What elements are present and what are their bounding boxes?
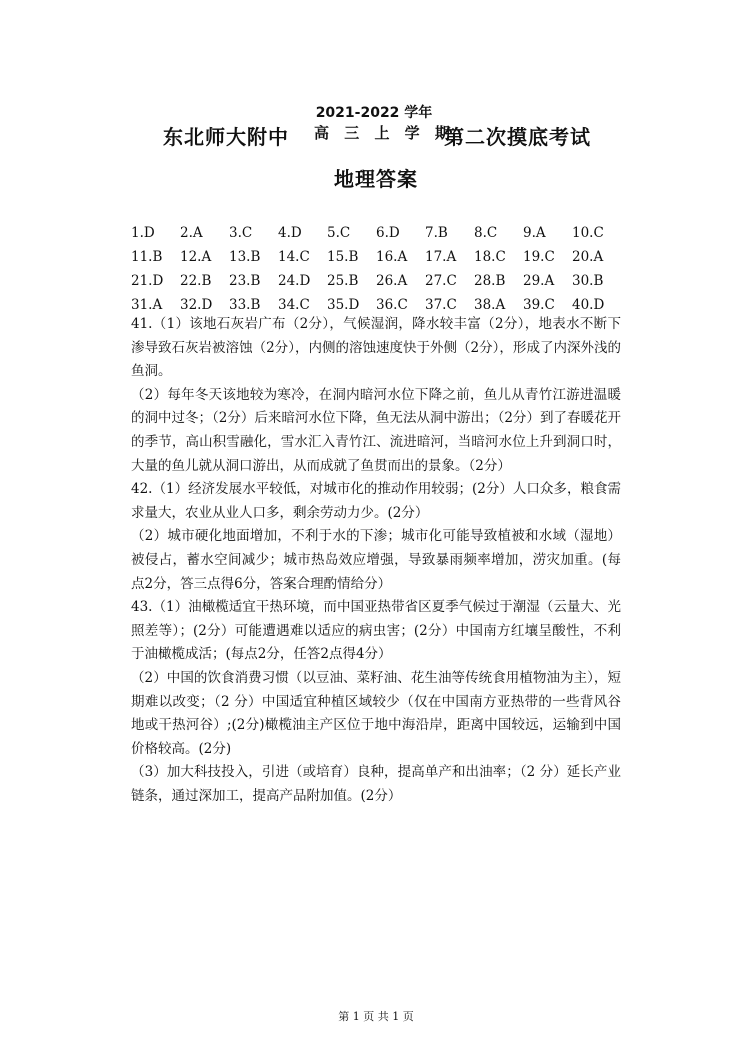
answer-item: 1.D	[131, 225, 155, 241]
semester: 高 三 上 学 期	[314, 124, 455, 142]
answer-item: 27.C	[425, 273, 457, 289]
answer-paragraph: （2）中国的饮食消费习惯（以豆油、菜籽油、花生油等传统食用植物油为主），短期难以改变；（2 分）中国适宜种植区域较少（仅在中国南方亚热带的一些背风谷地或干热河谷）;(2分)橄榄油主产区位于地中海沿岸，距离中国较远，运输到中国价格较高。(2分)	[131, 669, 621, 757]
answer-item: 31.A	[131, 297, 163, 313]
answer-item: 8.C	[474, 225, 498, 241]
answer-paragraph: （3）加大科技投入，引进（或培育）良种，提高单产和出油率；（2 分）延长产业链条，通过深加工，提高产品附加值。(2分）	[131, 764, 621, 804]
answer-row	[131, 245, 631, 269]
answer-item: 10.C	[572, 225, 604, 241]
answer-item: 22.B	[180, 273, 212, 289]
exam-name: 第二次摸底考试	[444, 125, 591, 149]
answer-item: 36.C	[376, 297, 408, 313]
school-name: 东北师大附中	[163, 125, 289, 149]
answer-item: 18.C	[474, 249, 506, 265]
answer-paragraph: （2）每年冬天该地较为寒冷，在洞内暗河水位下降之前，鱼儿从青竹江游进温暖的洞中过冬；（2分）后来暗河水位下降，鱼无法从洞中游出；（2分）到了春暖花开的季节，高山积雪融化，雪水汇入青竹江、流进暗河，当暗河水位上升到洞口时，大量的鱼儿就从洞口游出，从而成就了鱼贯而出的景象。（2分）	[131, 386, 621, 474]
answer-item: 33.B	[229, 297, 261, 313]
answer-item: 38.A	[474, 297, 506, 313]
answer-item: 9.A	[523, 225, 546, 241]
answer-item: 17.A	[425, 249, 457, 265]
answer-item: 24.D	[278, 273, 311, 289]
answer-item: 5.C	[327, 225, 351, 241]
answer-item: 25.B	[327, 273, 359, 289]
answer-row	[131, 269, 631, 293]
answer-item: 19.C	[523, 249, 555, 265]
answer-item: 37.C	[425, 297, 457, 313]
answer-paragraph: （2）城市硬化地面增加，不利于水的下渗；城市化可能导致植被和水域（湿地）被侵占，蓄水空间减少；城市热岛效应增强，导致暴雨频率增加，涝灾加重。(每点2分，答三点得6分，答案合理酌情给分）	[131, 528, 621, 592]
answer-paragraph: 42.（1）经济发展水平较低，对城市化的推动作用较弱；(2分）人口众多，粮食需求量大，农业从业人口多，剩余劳动力少。(2分）	[131, 481, 621, 521]
answer-item: 28.B	[474, 273, 506, 289]
answer-item: 3.C	[229, 225, 253, 241]
academic-year: 2021-2022 学年	[315, 105, 433, 121]
answer-item: 16.A	[376, 249, 408, 265]
term-block	[314, 104, 455, 144]
answer-grid	[131, 221, 631, 317]
answer-item: 13.B	[229, 249, 261, 265]
answer-item: 14.C	[278, 249, 310, 265]
answer-paragraph: 41.（1）该地石灰岩广布（2分），气候湿润，降水较丰富（2分），地表水不断下渗导致石灰岩被溶蚀（2分），内侧的溶蚀速度快于外侧（2分），形成了内深外浅的鱼洞。	[131, 316, 621, 380]
answer-item: 7.B	[425, 225, 448, 241]
answer-item: 26.A	[376, 273, 408, 289]
answer-item: 2.A	[180, 225, 203, 241]
answer-item: 6.D	[376, 225, 400, 241]
answer-item: 35.D	[327, 297, 360, 313]
answer-item: 30.B	[572, 273, 604, 289]
answer-item: 21.D	[131, 273, 164, 289]
answer-item: 40.D	[572, 297, 605, 313]
answer-item: 12.A	[180, 249, 212, 265]
page-number: 第 1 页 共 1 页	[338, 1010, 414, 1023]
answer-item: 4.D	[278, 225, 302, 241]
answer-item: 11.B	[131, 249, 163, 265]
answer-item: 32.D	[180, 297, 213, 313]
answer-row	[131, 221, 631, 245]
answer-item: 15.B	[327, 249, 359, 265]
answer-item: 39.C	[523, 297, 555, 313]
document-subtitle: 地理答案	[334, 167, 418, 191]
answer-item: 23.B	[229, 273, 261, 289]
answer-item: 29.A	[523, 273, 555, 289]
answer-item: 34.C	[278, 297, 310, 313]
answer-item: 20.A	[572, 249, 604, 265]
document-header	[0, 104, 752, 154]
answer-explanations	[131, 313, 621, 808]
answer-paragraph: 43.（1）油橄榄适宜干热环境，而中国亚热带省区夏季气候过于潮湿（云量大、光照差等）；(2分）可能遭遇难以适应的病虫害；(2分）中国南方红壤呈酸性，不利于油橄榄成活；(每点2分，任答2点得4分）	[131, 599, 621, 663]
